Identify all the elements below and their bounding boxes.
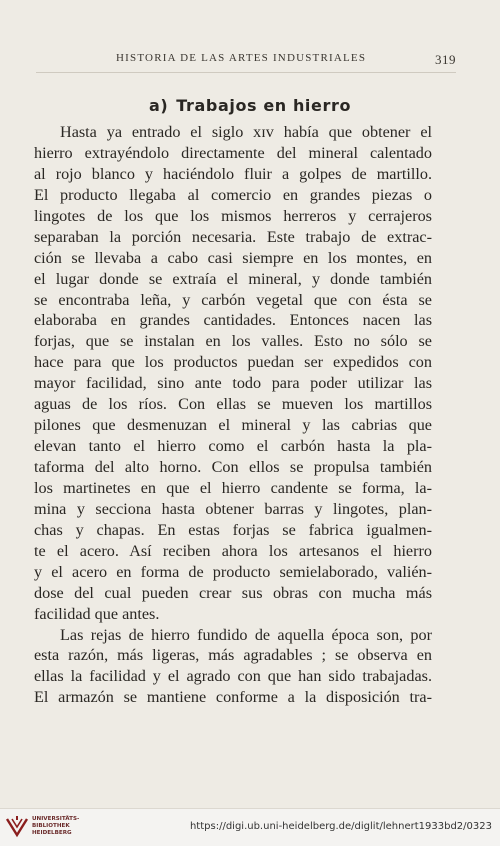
text-line: elevan tanto el hierro como el carbón hasta la pla- [34,437,432,456]
text-line: dose del cual pueden crear sus obras con mucha más [34,583,432,602]
text-line: hace para que los productos puedan ser expedidos con [34,353,432,372]
library-name: UNIVERSITÄTS- BIBLIOTHEK HEIDELBERG [32,816,80,836]
text-line: mina y secciona hasta obtener barras y lingotes, plan- [34,499,432,518]
section-marker: a) [148,96,169,115]
header-rule [36,72,456,73]
section-title: Trabajos en hierro [176,96,352,115]
text-line: forjas, que se instalan en los valles. Esto no sólo se [34,332,432,351]
text-line: el lugar donde se extraía el mineral, y donde también [34,269,432,288]
text-line: y el acero en forma de producto semielaborado, valién- [34,562,432,581]
text-line: Las rejas de hierro fundido de aquella época son, por [60,625,432,644]
text-line: pilones que desmenuzan el mineral y las cabrias que [34,416,432,435]
text-line: aguas de los ríos. Con ellas se mueven los martillos [34,395,432,414]
text-line: taforma del alto horno. Con ellos se propulsa también [34,458,432,476]
permalink-url[interactable]: https://digi.ub.uni-heidelberg.de/diglit/lehnert1933bd2/0323 [189,821,492,832]
text-line: esta razón, más ligeras, más agradables ; se observa en [34,646,432,665]
running-head [36,52,456,68]
text-line: separaban la porción necesaria. Este trabajo de extrac- [34,227,432,246]
text-line: ción se llevaba a cabo casi siempre en los montes, en [34,248,432,267]
text-line: elaboraba en grandes cantidades. Entonces nacen las [34,311,432,330]
running-title: HISTORIA DE LAS ARTES INDUSTRIALES [116,52,367,64]
body-text [34,122,432,708]
viewer-footer [0,808,500,846]
text-line: El producto llegaba al comercio en grandes piezas o [34,185,432,204]
text-line: ellas la facilidad y el agrado con que han sido trabajadas. [34,667,432,686]
paragraph-2 [34,625,432,709]
text-line: facilidad que antes. [34,604,160,623]
text-line: los martinetes en que el hierro candente se forma, la- [34,478,432,497]
paragraph-1 [34,122,432,625]
text-line: mayor facilidad, sino ante todo para poder utilizar las [34,374,432,393]
section-heading [0,96,500,115]
heidelberg-library-logo-icon [5,815,29,839]
text-line: chas y chapas. En estas forjas se fabrica igualmen- [34,520,432,539]
text-line: hierro extrayéndolo directamente del mineral calentado [34,143,432,162]
text-line: te el acero. Así reciben ahora los artesanos el hierro [34,541,432,560]
text-line: Hasta ya entrado el siglo xɪv había que obtener el [60,123,432,141]
text-line: El armazón se mantiene conforme a la disposición tra- [34,688,432,707]
page-number: 319 [435,52,456,67]
text-line: lingotes de los que los mismos herreros y cerrajeros [34,206,432,225]
text-line: se encontraba leña, y carbón vegetal que con ésta se [34,290,432,309]
text-line: al rojo blanco y haciéndolo fluir a golpes de martillo. [34,164,432,183]
